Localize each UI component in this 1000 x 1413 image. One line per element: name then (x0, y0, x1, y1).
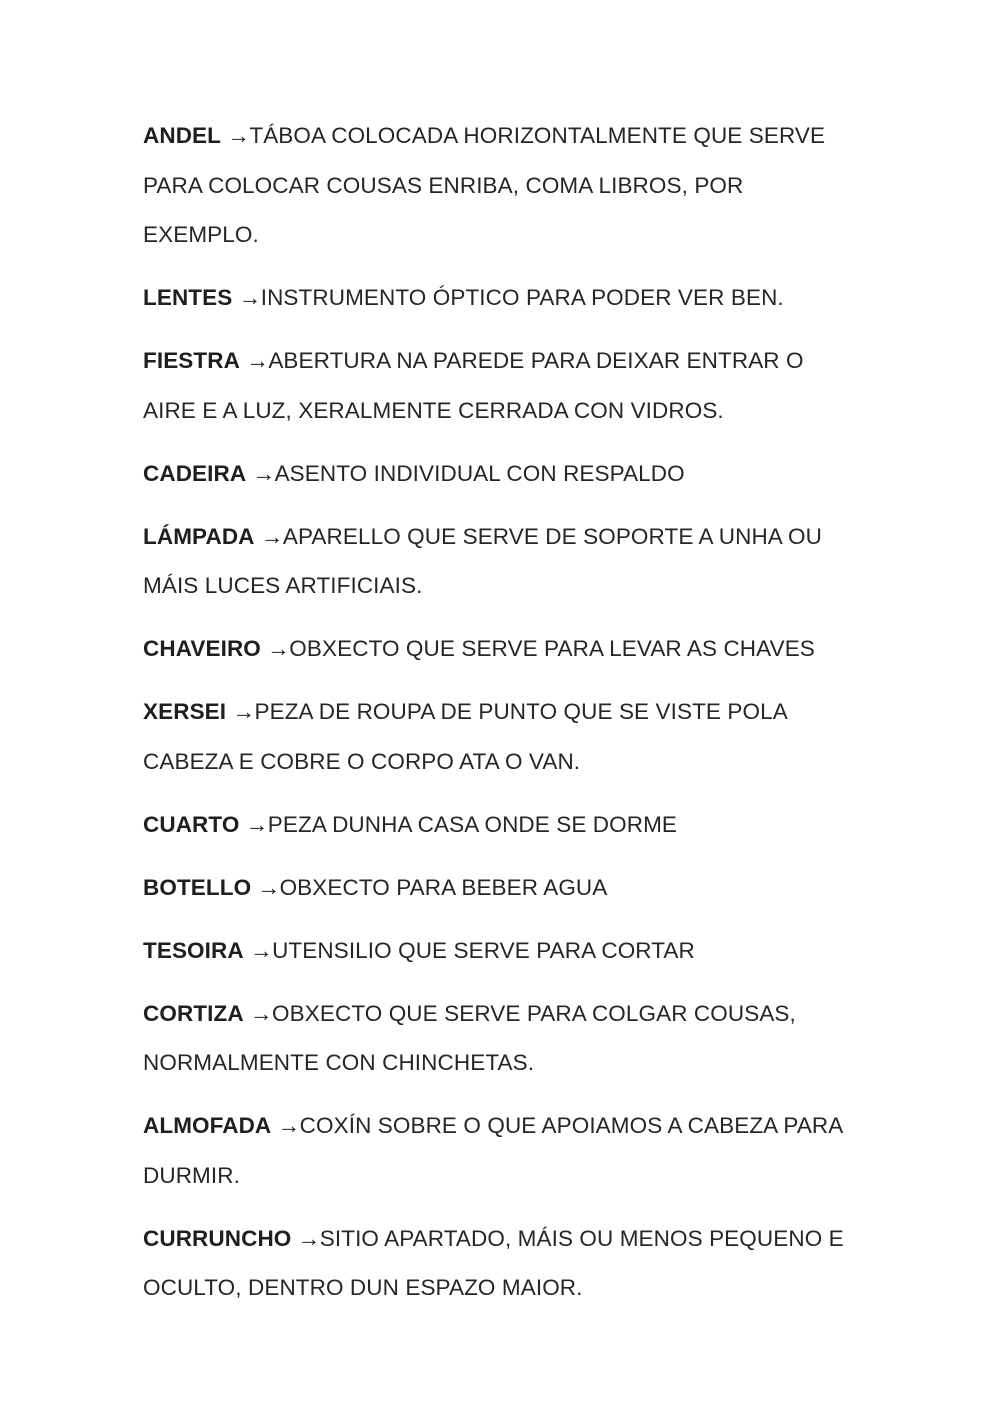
glossary-entry-cortiza (143, 989, 858, 1088)
arrow-right-icon: → (267, 636, 290, 661)
entry-term: LENTES (143, 285, 233, 310)
entry-term: TESOIRA (143, 937, 244, 963)
arrow-right-icon: → (227, 123, 250, 148)
arrow-right-icon: → (232, 699, 256, 724)
glossary-entry-fiestra (143, 336, 858, 435)
glossary-entry-andel (143, 111, 858, 260)
arrow-right-icon: → (245, 811, 269, 837)
entry-definition: SITIO APARTADO, MÁIS OU MENOS PEQUENO E OCULTO, DENTRO DUN ESPAZO MAIOR. (143, 1225, 844, 1300)
arrow-right-icon: → (246, 348, 269, 373)
entry-term: ANDEL (143, 123, 221, 148)
glossary-entry-xersei (143, 687, 858, 786)
entry-term: FIESTRA (143, 348, 240, 373)
entry-term: CUARTO (143, 811, 240, 837)
arrow-right-icon: → (238, 285, 262, 310)
entry-definition: OBXECTO PARA BEBER AGUA (279, 874, 608, 900)
entry-definition: ASENTO INDIVIDUAL CON RESPALDO (274, 460, 685, 486)
entry-term: CORTIZA (143, 1000, 244, 1026)
arrow-right-icon: → (277, 1113, 301, 1138)
glossary-entry-tesoira (143, 926, 858, 976)
glossary-entry-botello (143, 863, 858, 913)
arrow-right-icon: → (252, 460, 276, 486)
glossary-entry-cadeira (143, 449, 858, 499)
arrow-right-icon: → (257, 874, 281, 900)
entry-definition: UTENSILIO QUE SERVE PARA CORTAR (272, 937, 695, 963)
entry-term: LÁMPADA (143, 523, 255, 549)
arrow-right-icon: → (250, 1000, 273, 1026)
arrow-right-icon: → (250, 937, 273, 963)
entry-definition: OBXECTO QUE SERVE PARA LEVAR AS CHAVES (289, 636, 815, 661)
entry-definition: COXÍN SOBRE O QUE APOIAMOS A CABEZA PARA DURMIR. (143, 1113, 843, 1188)
glossary-entry-lampada (143, 512, 858, 611)
glossary-entry-cuarto (143, 800, 858, 850)
entry-term: CADEIRA (143, 460, 247, 486)
entry-term: CURRUNCHO (143, 1225, 292, 1251)
arrow-right-icon: → (297, 1225, 321, 1251)
arrow-right-icon: → (260, 523, 284, 549)
glossary-entry-almofada (143, 1101, 858, 1200)
entry-definition: INSTRUMENTO ÓPTICO PARA PODER VER BEN. (260, 285, 784, 310)
glossary-entry-chaveiro (143, 624, 858, 674)
entry-term: ALMOFADA (143, 1113, 272, 1138)
entry-term: CHAVEIRO (143, 636, 261, 661)
entry-definition: PEZA DUNHA CASA ONDE SE DORME (267, 811, 678, 837)
entry-definition: PEZA DE ROUPA DE PUNTO QUE SE VISTE POLA CABEZA E COBRE O CORPO ATA O VAN. (143, 699, 787, 774)
glossary-list (143, 111, 858, 1326)
entry-term: XERSEI (143, 699, 227, 724)
entry-term: BOTELLO (143, 874, 252, 900)
glossary-entry-lentes (143, 273, 858, 323)
entry-definition: TÁBOA COLOCADA HORIZONTALMENTE QUE SERVE PARA COLOCAR COUSAS ENRIBA, COMA LIBROS, POR EXEMPLO. (143, 123, 826, 247)
glossary-entry-curruncho (143, 1214, 858, 1313)
entry-definition: APARELLO QUE SERVE DE SOPORTE A UNHA OU MÁIS LUCES ARTIFICIAIS. (143, 523, 822, 598)
entry-definition: ABERTURA NA PAREDE PARA DEIXAR ENTRAR O AIRE E A LUZ, XERALMENTE CERRADA CON VIDROS. (143, 348, 804, 423)
entry-definition: OBXECTO QUE SERVE PARA COLGAR COUSAS, NORMALMENTE CON CHINCHETAS. (143, 1000, 796, 1075)
